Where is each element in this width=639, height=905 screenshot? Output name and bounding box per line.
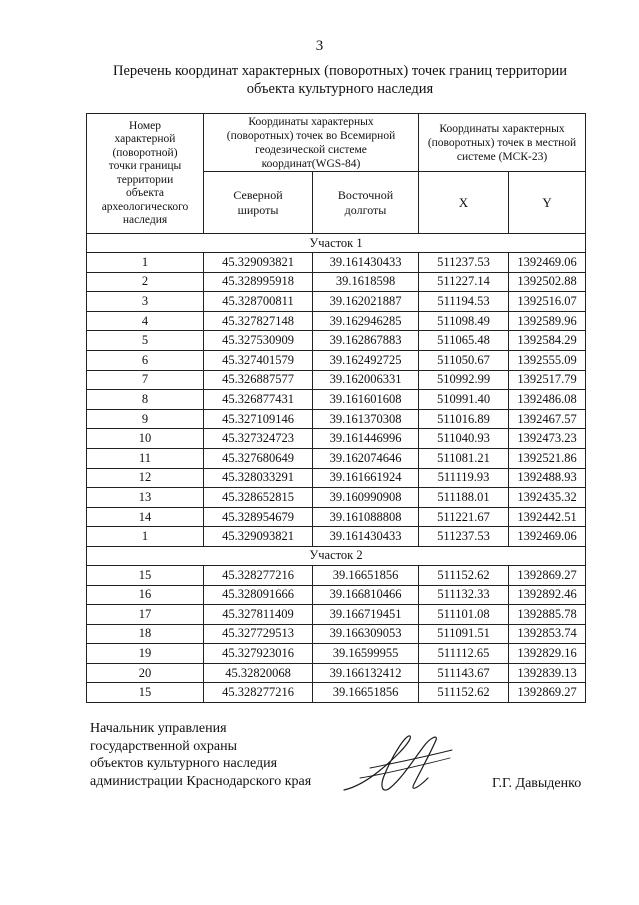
point-number-cell: 12: [87, 468, 204, 488]
north-latitude-cell: 45.328954679: [204, 507, 313, 527]
x-cell: 511152.62: [419, 683, 509, 703]
north-latitude-cell: 45.327401579: [204, 350, 313, 370]
east-longitude-cell: 39.166132412: [313, 663, 419, 683]
north-latitude-cell: 45.328033291: [204, 468, 313, 488]
table-row: [87, 527, 586, 547]
point-number-cell: 11: [87, 448, 204, 468]
table-row: [87, 350, 586, 370]
north-latitude-cell: 45.326877431: [204, 390, 313, 410]
east-longitude-cell: 39.166719451: [313, 605, 419, 625]
north-latitude-cell: 45.327729513: [204, 624, 313, 644]
y-cell: 1392869.27: [509, 683, 586, 703]
point-number-cell: 13: [87, 488, 204, 508]
east-longitude-cell: 39.16651856: [313, 683, 419, 703]
north-latitude-cell: 45.327109146: [204, 409, 313, 429]
y-cell: 1392853.74: [509, 624, 586, 644]
north-latitude-cell: 45.327923016: [204, 644, 313, 664]
table-row: [87, 429, 586, 449]
point-number-cell: 1: [87, 253, 204, 273]
point-number-cell: 14: [87, 507, 204, 527]
y-cell: 1392467.57: [509, 409, 586, 429]
table-row: [87, 468, 586, 488]
east-longitude-cell: 39.161370308: [313, 409, 419, 429]
y-cell: 1392589.96: [509, 311, 586, 331]
x-cell: 511237.53: [419, 527, 509, 547]
section-title: Участок 2: [87, 546, 586, 565]
table-row: [87, 683, 586, 703]
east-longitude-cell: 39.1618598: [313, 272, 419, 292]
x-cell: 511237.53: [419, 253, 509, 273]
table-row: [87, 331, 586, 351]
x-cell: 511101.08: [419, 605, 509, 625]
east-longitude-cell: 39.166309053: [313, 624, 419, 644]
y-cell: 1392469.06: [509, 527, 586, 547]
y-cell: 1392469.06: [509, 253, 586, 273]
point-number-cell: 18: [87, 624, 204, 644]
point-number-cell: 2: [87, 272, 204, 292]
header-x: X: [419, 172, 509, 234]
header-msk23-group: Координаты характерных (поворотных) точек в местной системе (МСК-23): [419, 114, 586, 172]
x-cell: 511227.14: [419, 272, 509, 292]
north-latitude-cell: 45.329093821: [204, 527, 313, 547]
point-number-cell: 3: [87, 292, 204, 312]
x-cell: 511194.53: [419, 292, 509, 312]
point-number-cell: 16: [87, 585, 204, 605]
east-longitude-cell: 39.161430433: [313, 527, 419, 547]
table-row: [87, 292, 586, 312]
header-east-longitude: Восточной долготы: [313, 172, 419, 234]
point-number-cell: 10: [87, 429, 204, 449]
y-cell: 1392555.09: [509, 350, 586, 370]
north-latitude-cell: 45.328652815: [204, 488, 313, 508]
position-line: государственной охраны: [90, 738, 238, 754]
north-latitude-cell: 45.327530909: [204, 331, 313, 351]
point-number-cell: 4: [87, 311, 204, 331]
east-longitude-cell: 39.162867883: [313, 331, 419, 351]
table-row: [87, 409, 586, 429]
x-cell: 511050.67: [419, 350, 509, 370]
x-cell: 511016.89: [419, 409, 509, 429]
table-row: [87, 272, 586, 292]
y-cell: 1392473.23: [509, 429, 586, 449]
table-row: [87, 565, 586, 585]
point-number-cell: 9: [87, 409, 204, 429]
table-row: [87, 585, 586, 605]
title-line-1: Перечень координат характерных (поворотных) точек границ территории: [112, 63, 568, 79]
y-cell: 1392442.51: [509, 507, 586, 527]
point-number-cell: 5: [87, 331, 204, 351]
coordinates-table: [86, 113, 586, 703]
table-row: [87, 448, 586, 468]
east-longitude-cell: 39.162006331: [313, 370, 419, 390]
east-longitude-cell: 39.16599955: [313, 644, 419, 664]
east-longitude-cell: 39.162946285: [313, 311, 419, 331]
x-cell: 511132.33: [419, 585, 509, 605]
y-cell: 1392829.16: [509, 644, 586, 664]
section-title: Участок 1: [87, 234, 586, 253]
point-number-cell: 1: [87, 527, 204, 547]
north-latitude-cell: 45.32820068: [204, 663, 313, 683]
y-cell: 1392584.29: [509, 331, 586, 351]
y-cell: 1392488.93: [509, 468, 586, 488]
x-cell: 511040.93: [419, 429, 509, 449]
page-number: 3: [315, 38, 324, 54]
position-line: объектов культурного наследия: [90, 756, 278, 771]
table-row: [87, 624, 586, 644]
x-cell: 511065.48: [419, 331, 509, 351]
north-latitude-cell: 45.327811409: [204, 605, 313, 625]
position-line: Начальник управления: [90, 721, 227, 736]
table-row: [87, 370, 586, 390]
table-row: [87, 663, 586, 683]
table-row: [87, 390, 586, 410]
header-north-latitude: Северной широты: [204, 172, 313, 234]
north-latitude-cell: 45.328995918: [204, 272, 313, 292]
title-line-2: объекта культурного наследия: [246, 81, 434, 97]
east-longitude-cell: 39.161601608: [313, 390, 419, 410]
north-latitude-cell: 45.326887577: [204, 370, 313, 390]
x-cell: 511081.21: [419, 448, 509, 468]
point-number-cell: 17: [87, 605, 204, 625]
header-wgs84-group: Координаты характерных (поворотных) точек во Всемирной геодезической системе координат(WGS-84): [204, 114, 419, 172]
y-cell: 1392517.79: [509, 370, 586, 390]
east-longitude-cell: 39.161661924: [313, 468, 419, 488]
y-cell: 1392502.88: [509, 272, 586, 292]
y-cell: 1392885.78: [509, 605, 586, 625]
north-latitude-cell: 45.327680649: [204, 448, 313, 468]
point-number-cell: 19: [87, 644, 204, 664]
x-cell: 511188.01: [419, 488, 509, 508]
east-longitude-cell: 39.166810466: [313, 585, 419, 605]
east-longitude-cell: 39.16651856: [313, 565, 419, 585]
y-cell: 1392435.32: [509, 488, 586, 508]
y-cell: 1392839.13: [509, 663, 586, 683]
point-number-cell: 7: [87, 370, 204, 390]
table-row: [87, 644, 586, 664]
x-cell: 511091.51: [419, 624, 509, 644]
table-row: [87, 605, 586, 625]
north-latitude-cell: 45.328091666: [204, 585, 313, 605]
signatory-position: [90, 720, 311, 790]
point-number-cell: 15: [87, 565, 204, 585]
east-longitude-cell: 39.161088808: [313, 507, 419, 527]
table-row: [87, 253, 586, 273]
document-title: [90, 62, 590, 98]
signatory-name: Г.Г. Давыденко: [492, 776, 582, 791]
table-body: [87, 234, 586, 703]
north-latitude-cell: 45.328277216: [204, 565, 313, 585]
y-cell: 1392869.27: [509, 565, 586, 585]
point-number-cell: 6: [87, 350, 204, 370]
east-longitude-cell: 39.161430433: [313, 253, 419, 273]
y-cell: 1392516.07: [509, 292, 586, 312]
point-number-cell: 8: [87, 390, 204, 410]
x-cell: 511112.65: [419, 644, 509, 664]
north-latitude-cell: 45.327827148: [204, 311, 313, 331]
north-latitude-cell: 45.328700811: [204, 292, 313, 312]
east-longitude-cell: 39.162074646: [313, 448, 419, 468]
x-cell: 511221.67: [419, 507, 509, 527]
point-number-cell: 20: [87, 663, 204, 683]
east-longitude-cell: 39.162021887: [313, 292, 419, 312]
y-cell: 1392521.86: [509, 448, 586, 468]
handwritten-signature: [340, 728, 460, 804]
east-longitude-cell: 39.161446996: [313, 429, 419, 449]
north-latitude-cell: 45.329093821: [204, 253, 313, 273]
x-cell: 511152.62: [419, 565, 509, 585]
header-y: Y: [509, 172, 586, 234]
x-cell: 511098.49: [419, 311, 509, 331]
y-cell: 1392486.08: [509, 390, 586, 410]
east-longitude-cell: 39.160990908: [313, 488, 419, 508]
point-number-cell: 15: [87, 683, 204, 703]
table-row: [87, 488, 586, 508]
header-point-number: Номер характерной (поворотной) точки границы территории объекта археологического наследия: [87, 114, 204, 234]
north-latitude-cell: 45.327324723: [204, 429, 313, 449]
position-line: администрации Краснодарского края: [90, 773, 312, 789]
x-cell: 511119.93: [419, 468, 509, 488]
table-row: [87, 507, 586, 527]
y-cell: 1392892.46: [509, 585, 586, 605]
x-cell: 510992.99: [419, 370, 509, 390]
north-latitude-cell: 45.328277216: [204, 683, 313, 703]
table-row: [87, 311, 586, 331]
x-cell: 510991.40: [419, 390, 509, 410]
x-cell: 511143.67: [419, 663, 509, 683]
east-longitude-cell: 39.162492725: [313, 350, 419, 370]
